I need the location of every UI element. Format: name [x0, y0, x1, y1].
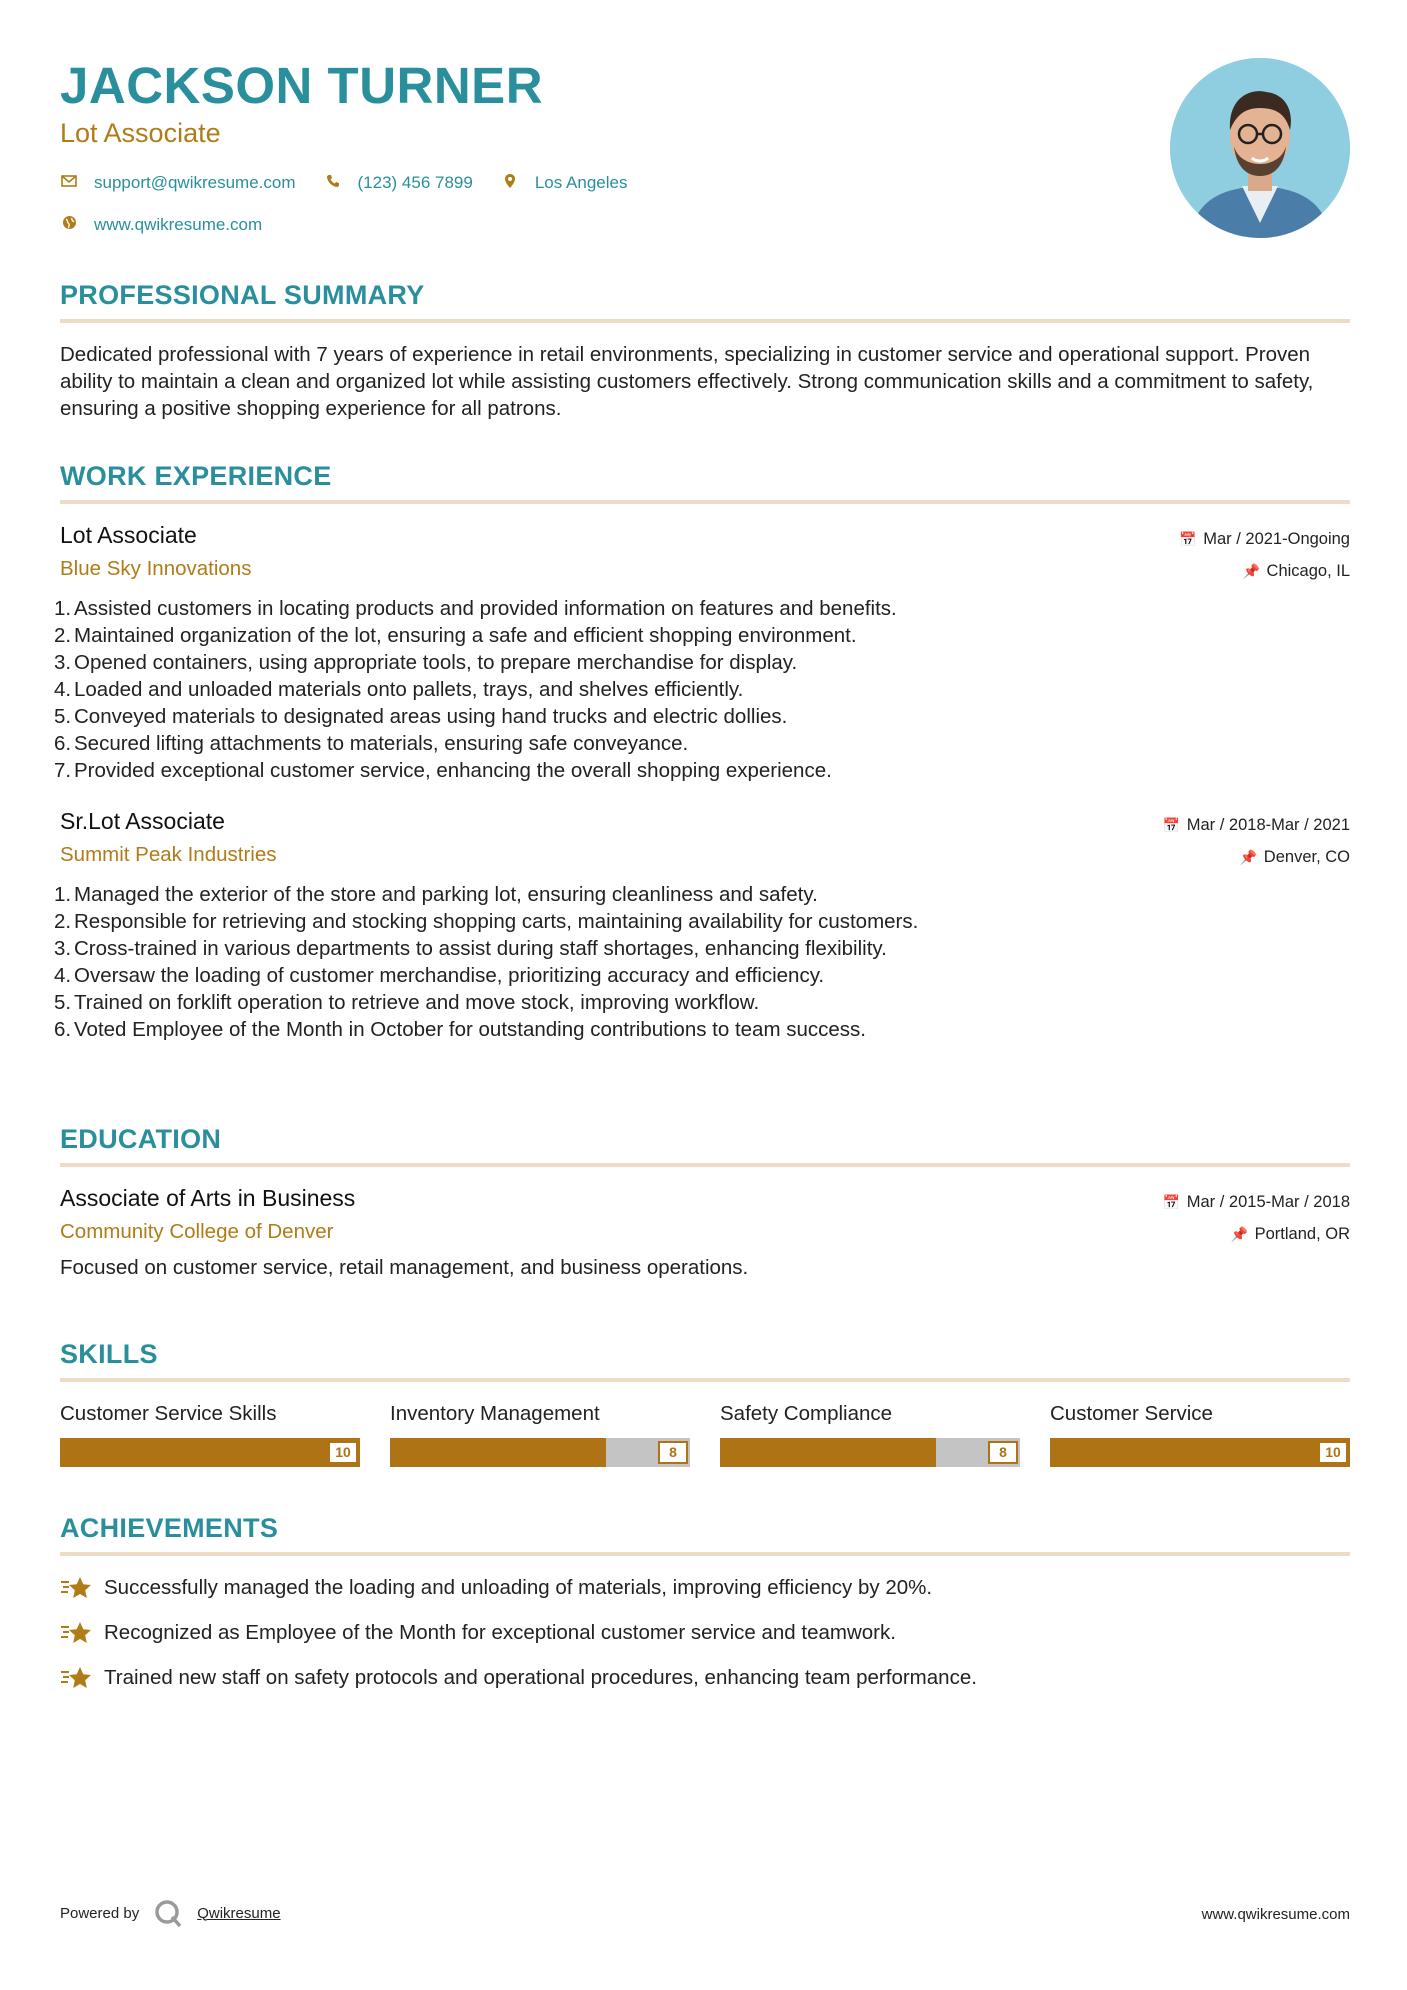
job-title: Lot Associate [60, 522, 197, 548]
education-meta [1163, 1191, 1350, 1255]
job-dates: Mar / 2021-Ongoing [1203, 529, 1350, 548]
achievement-text: Successfully managed the loading and unloading of materials, improving efficiency by 20%. [104, 1575, 933, 1599]
list-item: 3. Cross-trained in various departments to assist during staff shortages, enhancing flexibility. [54, 937, 887, 960]
job-company: Summit Peak Industries [60, 843, 277, 866]
skills-section [60, 1339, 1350, 1467]
skill-bar-fill [720, 1438, 936, 1467]
section-divider [60, 1378, 1350, 1382]
list-item: 5. Conveyed materials to designated areas using hand trucks and electric dollies. [54, 705, 788, 728]
resume-header [60, 58, 1350, 248]
powered-by-label: Powered by [60, 1904, 140, 1922]
qwikresume-link[interactable]: Qwikresume [197, 1904, 281, 1922]
candidate-role: Lot Associate [60, 118, 221, 149]
profile-photo [1170, 58, 1350, 238]
achievements-section [60, 1513, 1350, 1709]
list-item: 4. Loaded and unloaded materials onto pallets, trays, and shelves efficiently. [54, 678, 744, 701]
job-bullets [54, 881, 1350, 1043]
education-location: Portland, OR [1254, 1224, 1350, 1243]
achievement-text: Trained new staff on safety protocols and operational procedures, enhancing team performance. [104, 1665, 977, 1689]
job-meta [1163, 814, 1350, 878]
section-divider [60, 500, 1350, 504]
summary-heading: PROFESSIONAL SUMMARY [60, 280, 425, 310]
footer-url[interactable]: www.qwikresume.com [1201, 1906, 1350, 1923]
skill-bar-fill [60, 1438, 360, 1467]
list-item: 5. Trained on forklift operation to retrieve and move stock, improving workflow. [54, 991, 760, 1014]
job-location: Denver, CO [1263, 847, 1350, 866]
section-divider [60, 1552, 1350, 1556]
summary-text: Dedicated professional with 7 years of experience in retail environments, specializing in customer service and operational support. Proven ability to maintain a clean and organized lot while assisting customers effectively. Strong communication skills and a commitment to safety, ensuring a positive shopping experience for all patrons. [60, 343, 1314, 420]
list-item: 2. Responsible for retrieving and stocking shopping carts, maintaining availability for customers. [54, 910, 919, 933]
job-title: Sr.Lot Associate [60, 808, 225, 834]
star-icon [60, 1620, 92, 1646]
list-item: 6. Voted Employee of the Month in October for outstanding contributions to team success. [54, 1018, 866, 1041]
pushpin-icon: 📌 [1239, 848, 1258, 865]
section-divider [60, 319, 1350, 323]
education-section [60, 1124, 1350, 1281]
globe-icon [60, 215, 78, 235]
list-item: 1. Assisted customers in locating products and provided information on features and benefits. [54, 597, 897, 620]
contact-website[interactable] [60, 215, 262, 235]
website-text: www.qwikresume.com [94, 215, 263, 235]
skill-score: 8 [658, 1441, 688, 1464]
contact-email[interactable] [60, 173, 296, 193]
list-item [60, 1664, 1350, 1691]
skill-bar [1050, 1438, 1350, 1467]
degree-title: Associate of Arts in Business [60, 1185, 356, 1211]
candidate-name: JACKSON TURNER [60, 57, 544, 114]
achievements-heading: ACHIEVEMENTS [60, 1513, 279, 1543]
pushpin-icon: 📌 [1242, 562, 1260, 579]
skill-score: 10 [1318, 1441, 1348, 1464]
job-entry [54, 522, 1350, 784]
pushpin-icon: 📌 [1230, 1225, 1249, 1242]
envelope-icon [60, 174, 78, 192]
page-footer [60, 1898, 1350, 1930]
education-description: Focused on customer service, retail management, and business operations. [60, 1256, 749, 1279]
skills-heading: SKILLS [60, 1339, 158, 1369]
phone-text: (123) 456 7899 [357, 173, 473, 193]
skill-item [390, 1402, 690, 1467]
list-item: 6. Secured lifting attachments to materials, ensuring safe conveyance. [54, 732, 689, 755]
education-entry [60, 1185, 1350, 1281]
location-text: Los Angeles [534, 173, 628, 193]
skill-score: 10 [328, 1441, 358, 1464]
job-entry [54, 808, 1350, 1043]
map-pin-icon [501, 173, 519, 194]
list-item: 4. Oversaw the loading of customer merchandise, prioritizing accuracy and efficiency. [54, 964, 825, 987]
job-company: Blue Sky Innovations [60, 557, 252, 580]
qwikresume-logo-icon [153, 1898, 183, 1928]
summary-section [60, 280, 1350, 422]
email-text: support@qwikresume.com [94, 173, 296, 193]
education-dates: Mar / 2015-Mar / 2018 [1186, 1192, 1350, 1211]
calendar-icon: 📅 [1162, 1193, 1181, 1210]
school-name: Community College of Denver [60, 1220, 334, 1243]
list-item: 2. Maintained organization of the lot, ensuring a safe and efficient shopping environment. [54, 624, 857, 647]
list-item [60, 1619, 1350, 1646]
skill-score: 8 [988, 1441, 1018, 1464]
skill-bar [390, 1438, 690, 1467]
achievement-text: Recognized as Employee of the Month for exceptional customer service and teamwork. [104, 1620, 896, 1644]
contact-location [501, 173, 628, 194]
achievements-list [60, 1574, 1350, 1691]
list-item: 3. Opened containers, using appropriate tools, to prepare merchandise for display. [54, 651, 798, 674]
powered-by [60, 1898, 1350, 1928]
section-divider [60, 1163, 1350, 1167]
list-item: 1. Managed the exterior of the store and parking lot, ensuring cleanliness and safety. [54, 883, 818, 906]
skill-bar-fill [1050, 1438, 1350, 1467]
job-location: Chicago, IL [1266, 561, 1350, 580]
skill-bar [60, 1438, 360, 1467]
skill-name: Customer Service Skills [60, 1402, 277, 1425]
job-dates: Mar / 2018-Mar / 2021 [1186, 815, 1350, 834]
skills-list [60, 1402, 1350, 1467]
contact-phone[interactable] [324, 173, 473, 193]
education-heading: EDUCATION [60, 1124, 222, 1154]
skill-bar [720, 1438, 1020, 1467]
job-meta [1179, 528, 1350, 592]
star-icon [60, 1575, 92, 1601]
skill-bar-fill [390, 1438, 606, 1467]
calendar-icon: 📅 [1162, 816, 1181, 833]
skill-item [1050, 1402, 1350, 1467]
skill-name: Inventory Management [390, 1402, 600, 1425]
job-bullets [54, 595, 1350, 784]
contact-info [60, 171, 1350, 237]
list-item [60, 1574, 1350, 1601]
phone-icon [324, 174, 342, 193]
skill-item [60, 1402, 360, 1467]
calendar-icon: 📅 [1179, 530, 1197, 547]
skill-name: Safety Compliance [720, 1402, 893, 1425]
skill-name: Customer Service [1050, 1402, 1213, 1425]
skill-item [720, 1402, 1020, 1467]
list-item: 7. Provided exceptional customer service, enhancing the overall shopping experience. [54, 759, 832, 782]
star-icon [60, 1665, 92, 1691]
experience-heading: WORK EXPERIENCE [60, 461, 332, 491]
experience-section [54, 461, 1350, 1043]
